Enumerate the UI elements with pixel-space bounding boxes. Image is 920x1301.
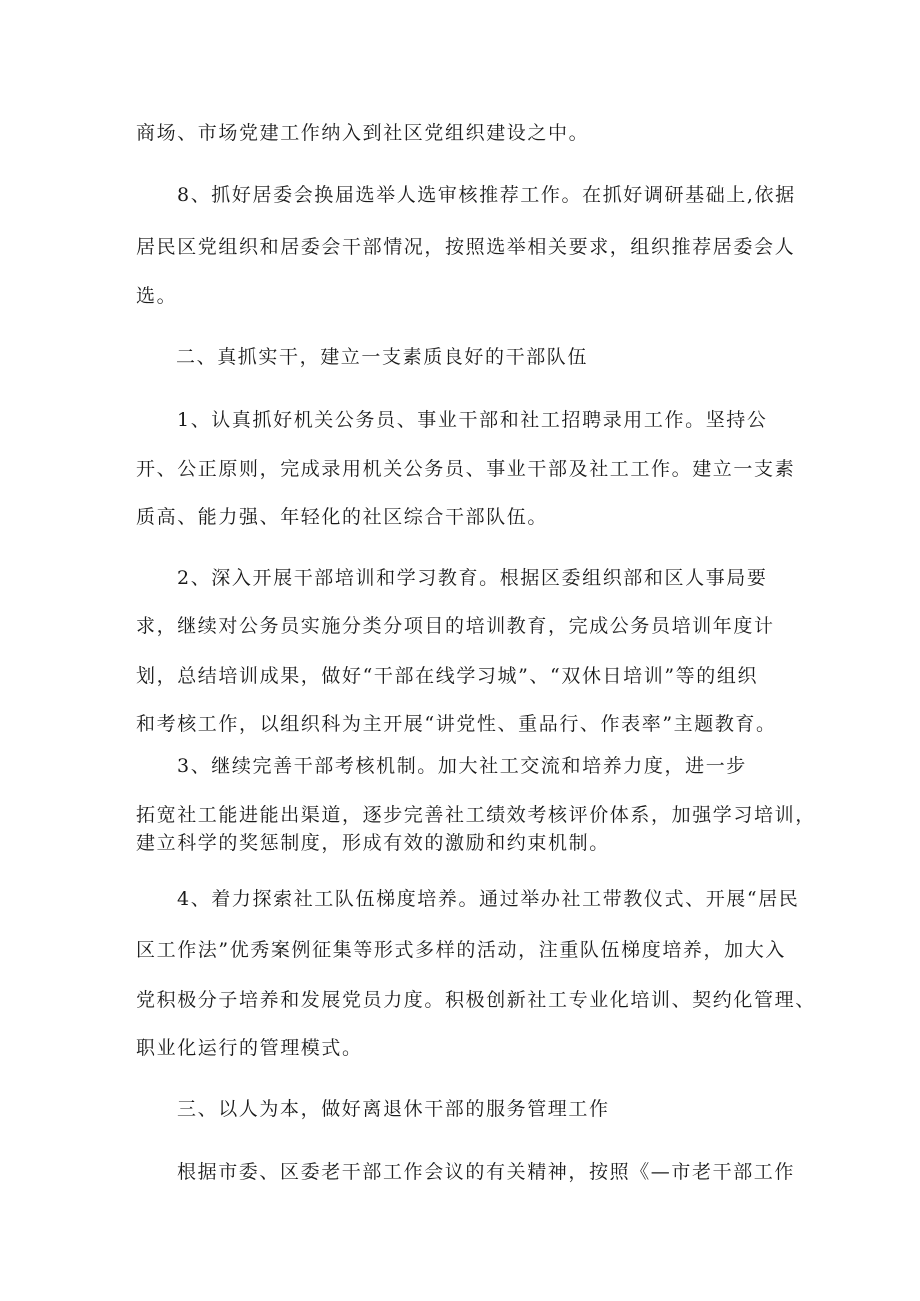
- text-line: 区工作法”优秀案例征集等形式多样的活动，注重队伍梯度培养，加大入: [136, 939, 786, 961]
- text-line: 建立科学的奖惩制度，形成有效的激励和约束机制。: [136, 832, 610, 854]
- text-line: 质高、能力强、年轻化的社区综合干部队伍。: [136, 506, 549, 528]
- text-line: 党积极分子培养和发展党员力度。积极创新社工专业化培训、契约化管理、: [136, 989, 816, 1011]
- text-line: 开、公正原则，完成录用机关公务员、事业干部及社工工作。建立一支素: [136, 458, 796, 480]
- section-heading: 三、以人为本，做好离退休干部的服务管理工作: [177, 1098, 610, 1120]
- text-line: 3、继续完善干部考核机制。加大社工交流和培养力度，进一步: [177, 755, 747, 777]
- section-heading: 二、真抓实干，建立一支素质良好的干部队伍: [176, 346, 589, 368]
- text-line: 1、认真抓好机关公务员、事业干部和社工招聘录用工作。坚持公: [177, 409, 768, 431]
- text-line: 商场、市场党建工作纳入到社区党组织建设之中。: [136, 122, 590, 144]
- text-line: 拓宽社工能进能出渠道，逐步完善社工绩效考核评价体系，加强学习培训，: [136, 804, 816, 826]
- text-line: 划，总结培训成果，做好“干部在线学习城”、“双休日培训”等的组织: [136, 665, 759, 687]
- text-line: 2、深入开展干部培训和学习教育。根据区委组织部和区人事局要: [177, 567, 768, 589]
- text-line: 职业化运行的管理模式。: [136, 1037, 363, 1059]
- text-line: 选。: [136, 285, 178, 307]
- text-line: 根据市委、区委老干部工作会议的有关精神，按照《—市老干部工作: [177, 1161, 796, 1183]
- text-line: 4、着力探索社工队伍梯度培养。通过举办社工带教仪式、开展“居民: [177, 888, 800, 910]
- text-line: 和考核工作，以组织科为主开展“讲党性、重品行、作表率”主题教育。: [136, 713, 777, 735]
- text-line: 求，继续对公务员实施分类分项目的培训教育，完成公务员培训年度计: [136, 615, 775, 637]
- text-line: 8、抓好居委会换届选举人选审核推荐工作。在抓好调研基础上,依据: [177, 184, 796, 206]
- text-line: 居民区党组织和居委会干部情况，按照选举相关要求，组织推荐居委会人: [136, 236, 796, 258]
